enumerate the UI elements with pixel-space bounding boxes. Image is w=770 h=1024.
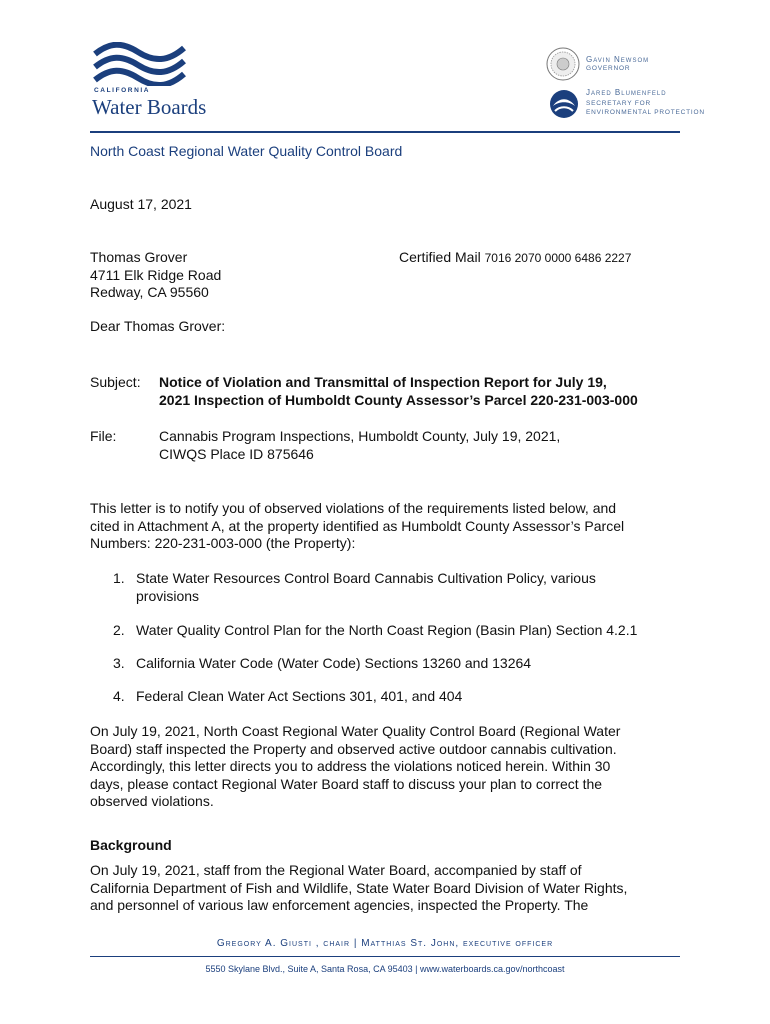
- list-item-1: [136, 570, 596, 605]
- list-item-2: Water Quality Control Plan for the North Coast Region (Basin Plan) Section 4.2.1: [136, 622, 638, 638]
- intro-line-2: cited in Attachment A, at the property identified as Humboldt County Assessor’s Parcel: [90, 517, 625, 534]
- recipient-address: [90, 249, 221, 302]
- list-item-text: provisions: [136, 587, 200, 604]
- waves-logo-icon: [92, 42, 187, 86]
- intro-line-1: This letter is to notify you of observed violations of the requirements listed below, and: [90, 500, 617, 516]
- letterhead-divider: [90, 131, 680, 133]
- paragraph-line: and personnel of various law enforcement agencies, inspected the Property. The: [90, 897, 589, 913]
- secretary-name: Jared Blumenfeld: [586, 88, 667, 97]
- list-number: 3.: [113, 655, 125, 671]
- board-name: North Coast Regional Water Quality Control Board: [90, 143, 403, 159]
- footer-address: 5550 Skylane Blvd., Suite A, Santa Rosa, CA 95403 | www.waterboards.ca.gov/northcoast: [205, 964, 565, 974]
- state-seal-icon: [546, 47, 580, 81]
- certified-mail-number: 7016 2070 0000 6486 2227: [484, 251, 632, 265]
- list-item-3: California Water Code (Water Code) Sections 13260 and 13264: [136, 655, 532, 671]
- paragraph-line: Board) staff inspected the Property and observed active outdoor cannabis cultivation.: [90, 740, 617, 757]
- list-number: 4.: [113, 688, 125, 704]
- list-number: 2.: [113, 622, 125, 638]
- background-paragraph: [90, 862, 680, 915]
- logo-water-boards-text: Water Boards: [92, 95, 207, 119]
- recipient-city: Redway, CA 95560: [90, 284, 209, 300]
- file-label: File:: [90, 428, 117, 444]
- footer-divider: [90, 956, 680, 957]
- certified-mail: [399, 249, 631, 265]
- list-number: 1.: [113, 570, 125, 586]
- file-line-2: CIWQS Place ID 875646: [159, 445, 314, 462]
- intro-line-3: Numbers: 220-231-003-000 (the Property):: [90, 535, 356, 551]
- governor-title: GOVERNOR: [586, 65, 631, 72]
- recipient-name: Thomas Grover: [90, 249, 188, 265]
- list-item-4: Federal Clean Water Act Sections 301, 401, and 404: [136, 688, 463, 704]
- intro-paragraph: [90, 500, 680, 553]
- certified-mail-label: Certified Mail: [399, 249, 481, 265]
- list-item-text: State Water Resources Control Board Cannabis Cultivation Policy, various: [136, 570, 596, 586]
- subject-label: Subject:: [90, 374, 141, 390]
- paragraph-line: California Department of Fish and Wildlife, State Water Board Division of Water Rights,: [90, 879, 628, 896]
- salutation: Dear Thomas Grover:: [90, 318, 226, 334]
- paragraph-line: Accordingly, this letter directs you to address the violations noticed herein. Within 30: [90, 758, 611, 774]
- inspection-paragraph: [90, 723, 680, 811]
- paragraph-line: observed violations.: [90, 793, 214, 809]
- paragraph-line: days, please contact Regional Water Board staff to discuss your plan to correct the: [90, 775, 603, 792]
- footer-officers: Gregory A. Giusti , chair | Matthias St. John, executive officer: [216, 938, 554, 949]
- calepa-logo-icon: [549, 89, 579, 119]
- paragraph-line: On July 19, 2021, staff from the Regional Water Board, accompanied by staff of: [90, 862, 582, 878]
- letter-date: August 17, 2021: [90, 196, 192, 212]
- file-line-1: Cannabis Program Inspections, Humboldt County, July 19, 2021,: [159, 428, 561, 444]
- water-boards-logo: [92, 42, 222, 122]
- secretary-title-line-2: ENVIRONMENTAL PROTECTION: [586, 109, 705, 116]
- secretary-title-line-1: SECRETARY FOR: [586, 100, 651, 107]
- recipient-street: 4711 Elk Ridge Road: [90, 266, 222, 283]
- governor-name: Gavin Newsom: [586, 55, 650, 64]
- secretary-title: [586, 99, 705, 117]
- logo-california-text: CALIFORNIA: [94, 87, 151, 94]
- subject-line-1: Notice of Violation and Transmittal of Inspection Report for July 19,: [159, 374, 607, 390]
- subject-line-2: 2021 Inspection of Humboldt County Assessor’s Parcel 220-231-003-000: [159, 391, 638, 408]
- background-heading: Background: [90, 837, 172, 853]
- paragraph-line: On July 19, 2021, North Coast Regional Water Quality Control Board (Regional Water: [90, 723, 621, 739]
- file-text: [159, 428, 560, 463]
- subject-text: [159, 374, 638, 409]
